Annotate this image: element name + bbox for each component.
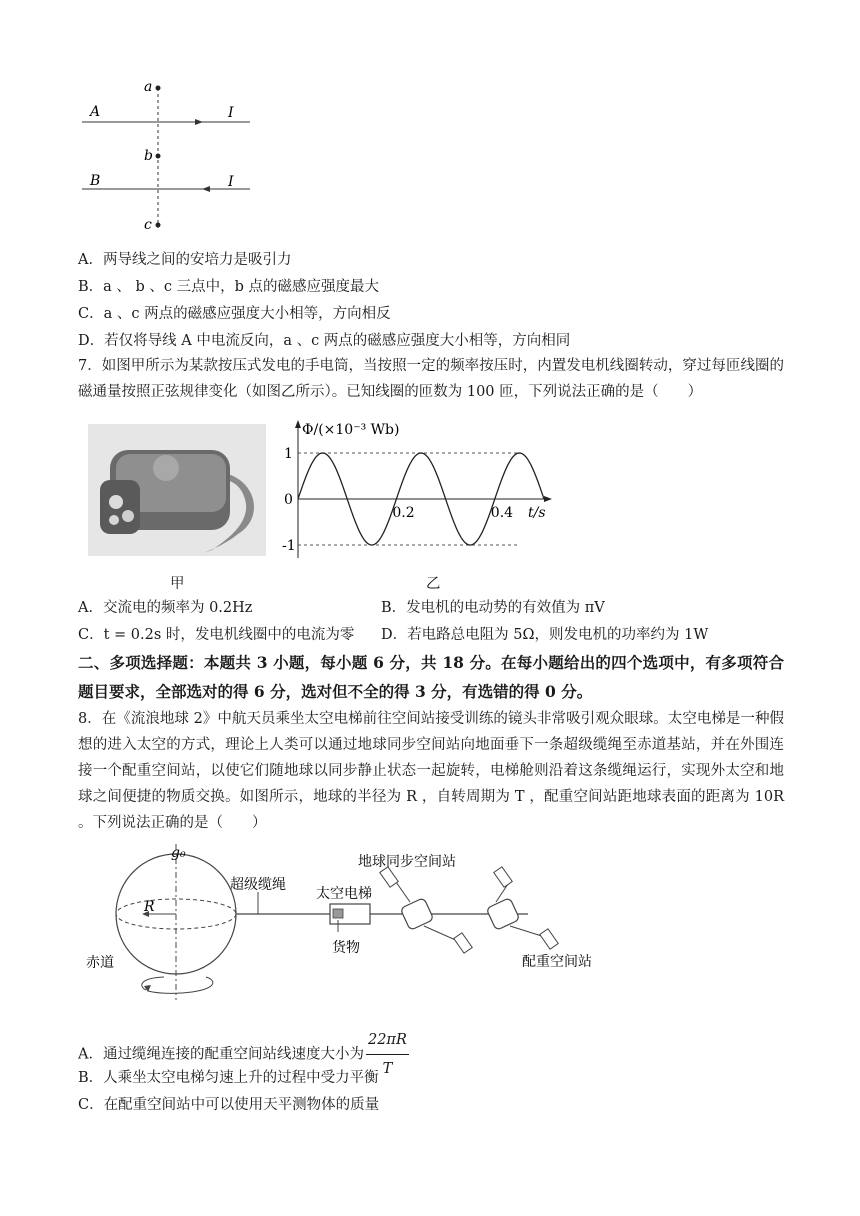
caption-left: 甲 <box>170 576 185 592</box>
q7-option-b: B．发电机的电动势的有效值为 πV <box>381 600 605 616</box>
current-b-label: I <box>228 174 234 190</box>
fraction-denominator: T <box>382 1061 393 1077</box>
x-axis-arrow-icon <box>544 496 552 502</box>
cargo-label: 货物 <box>332 940 360 956</box>
q8-option-b: B．人乘坐太空电梯匀速上升的过程中受力平衡 <box>78 1070 379 1086</box>
point-b-label: b <box>144 148 153 164</box>
y-axis-arrow-icon <box>295 420 301 428</box>
q8-option-a-text: A．通过缆绳连接的配重空间站线速度大小为 <box>78 1046 364 1063</box>
q7-option-c: C．t = 0.2s 时，发电机线圈中的电流为零 <box>78 627 355 643</box>
cable-label: 超级缆绳 <box>230 877 286 893</box>
elevator-label: 太空电梯 <box>316 886 372 902</box>
q6-option-b: B．a 、 b 、c 三点中，b 点的磁感应强度最大 <box>78 279 380 295</box>
flux-chart <box>282 418 562 566</box>
caption-right: 乙 <box>426 576 441 592</box>
radius-label: R <box>144 899 155 915</box>
q7-option-a: A．交流电的频率为 0.2Hz <box>78 600 253 616</box>
geo-station-label: 地球同步空间站 <box>358 854 456 870</box>
space-elevator-figure <box>78 840 608 1000</box>
q6-option-d: D．若仅将导线 A 中电流反向，a 、c 两点的磁感应强度大小相等，方向相同 <box>78 333 571 349</box>
x-tick-label: 0.4 <box>490 505 514 521</box>
q8-stem: 8．在《流浪地球 2》中航天员乘坐太空电梯前往空间站接受训练的镜头非常吸引观众眼球。太空电梯是一种假想的进入太空的方式，理论上人类可以通过地球同步空间站向地面垂下一条超级缆绳至赤道基站，并在外围连接一个配重空间站，以使它们随地球以同步静止状态一起旋转，电梯舱则沿着这条缆绳运行，实现外太空和地球之间便捷的物质交换。如图所示，地球的半径为 R ，自转周期为 T ，配重空间站距地球表面的距离为 10R 。下列说法正确的是（ ） <box>78 711 784 831</box>
counterweight-label: 配重空间站 <box>522 954 592 970</box>
x-axis-label: t/s <box>528 505 546 521</box>
geo-station-icon <box>380 867 473 953</box>
q8-option-c: C．在配重空间站中可以使用天平测物体的质量 <box>78 1097 380 1113</box>
wire-b-label: B <box>90 173 101 189</box>
q7-option-d: D．若电路总电阻为 5Ω，则发电机的功率约为 1W <box>381 627 709 643</box>
wire-a-label: A <box>90 104 101 120</box>
point-c-label: c <box>144 217 152 233</box>
current-a-label: I <box>228 105 234 121</box>
counterweight-station-icon <box>486 867 558 949</box>
y-tick-label: 0 <box>284 492 293 508</box>
current-arrow-right-icon <box>202 186 210 192</box>
wires-figure <box>78 76 258 236</box>
x-tick-label: 0.2 <box>392 505 415 521</box>
g0-label: g₀ <box>171 845 186 861</box>
y-axis-label: Φ/(×10⁻³ Wb) <box>302 422 400 438</box>
y-tick-label: -1 <box>282 538 296 554</box>
q6-option-a: A．两导线之间的安培力是吸引力 <box>78 252 292 268</box>
point-a-label: a <box>144 79 153 95</box>
y-tick-label: 1 <box>284 446 293 462</box>
q7-stem: 7．如图甲所示为某款按压式发电的手电筒，当按照一定的频率按压时，内置发电机线圈转动，穿过每匝线圈的磁通量按照正弦规律变化（如图乙所示）。已知线圈的匝数为 100 匝，下列说法正确的是（ ） <box>78 358 784 400</box>
fraction-numerator: 22πR <box>366 1026 409 1055</box>
equator-label: 赤道 <box>86 955 114 971</box>
section-2-heading: 二、多项选择题：本题共 3 小题，每小题 6 分，共 18 分。在每小题给出的四个选项中，有多项符合题目要求，全部选对的得 6 分，选对但不全的得 3 分，有选错的得 0 分。 <box>78 653 784 701</box>
q6-option-c: C．a 、c 两点的磁感应强度大小相等，方向相反 <box>78 306 391 322</box>
flashlight-photo <box>88 424 266 556</box>
current-arrow-left-icon <box>195 119 203 125</box>
